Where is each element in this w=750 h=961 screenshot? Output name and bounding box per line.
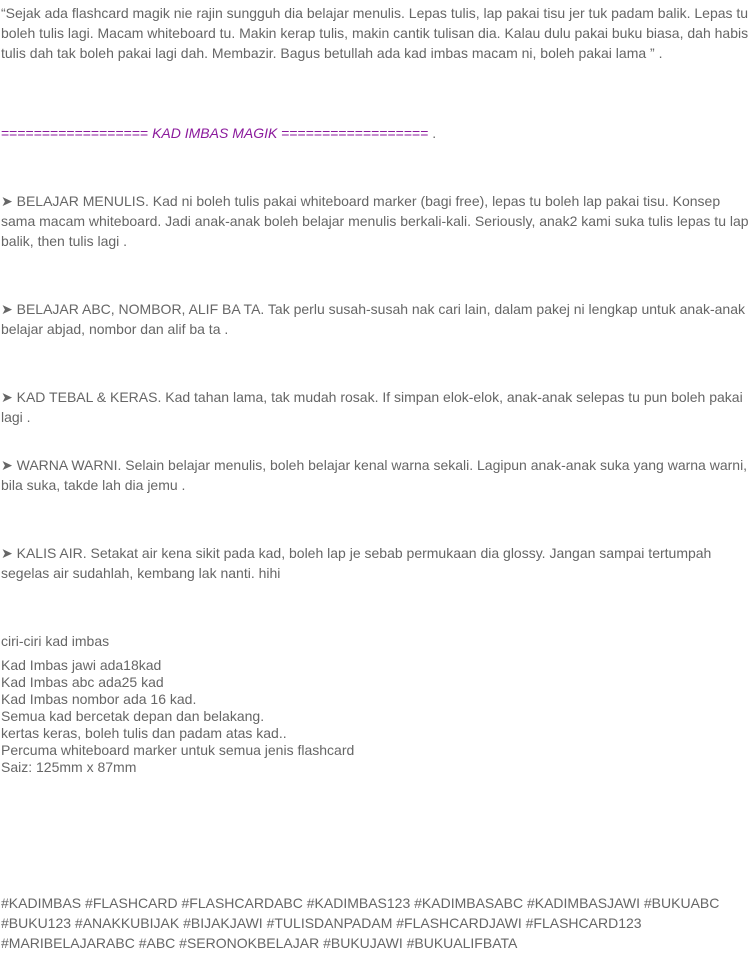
feature-text: WARNA WARNI. Selain belajar menulis, boleh belajar kenal warna sekali. Lagipun anak-anak suka yang warna warni, bila suka, takde lah dia jemu .: [1, 457, 748, 493]
intro-quote: “Sejak ada flashcard magik nie rajin sungguh dia belajar menulis. Lepas tulis, lap pakai tisu jer tuk padam balik. Lepas tu boleh tulis lagi. Macam whiteboard tu. Makin kerap tulis, makin cantik tulisan dia. Kalau dulu pakai buku biasa, dah habis tulis dah tak boleh pakai lagi dah. Membazir. Bagus betullah ada kad imbas macam ni, boleh pakai lama ” .: [1, 5, 749, 61]
heading-right-rule: ==================: [281, 125, 429, 141]
arrow-icon: ➤: [1, 389, 13, 405]
spec-line: Kad Imbas nombor ada 16 kad.: [1, 691, 197, 707]
feature-item: [1, 543, 749, 583]
feature-text: KAD TEBAL & KERAS. Kad tahan lama, tak mudah rosak. If simpan elok-elok, anak-anak selepas tu pun boleh pakai lagi .: [1, 389, 743, 425]
heading-left-rule: ==================: [1, 125, 149, 141]
feature-text: BELAJAR MENULIS. Kad ni boleh tulis pakai whiteboard marker (bagi free), lepas tu boleh lap pakai tisu. Konsep sama macam whiteboard. Jadi anak-anak boleh belajar menulis berkali-kali. Seriously, anak2 kami suka tulis lepas tu lap balik, then tulis lagi .: [1, 193, 749, 249]
section-heading: [1, 123, 749, 143]
arrow-icon: ➤: [1, 193, 13, 209]
heading-title: KAD IMBAS MAGIK: [152, 125, 278, 141]
hashtags: #KADIMBAS #FLASHCARD #FLASHCARDABC #KADIMBAS123 #KADIMBASABC #KADIMBASJAWI #BUKUABC #BUKU123 #ANAKKUBIJAK #BIJAKJAWI #TULISDANPADAM #FLASHCARDJAWI #FLASHCARD123 #MARIBELAJARABC #ABC #SERONOKBELAJAR #BUKUJAWI #BUKUALIFBATA: [1, 895, 720, 951]
feature-item: [1, 455, 749, 495]
feature-text: BELAJAR ABC, NOMBOR, ALIF BA TA. Tak perlu susah-susah nak cari lain, dalam pakej ni lengkap untuk anak-anak belajar abjad, nombor dan alif ba ta .: [1, 301, 745, 337]
spec-line: Semua kad bercetak depan dan belakang.: [1, 708, 265, 724]
feature-item: [1, 387, 749, 427]
feature-item: [1, 299, 749, 339]
spec-line: Saiz: 125mm x 87mm: [1, 759, 137, 775]
feature-item: [1, 191, 749, 251]
spec-line: Percuma whiteboard marker untuk semua jenis flashcard: [1, 742, 355, 758]
spec-line: Kad Imbas abc ada25 kad: [1, 674, 164, 690]
heading-tail: .: [428, 125, 437, 141]
spec-line: kertas keras, boleh tulis dan padam atas kad..: [1, 725, 287, 741]
arrow-icon: ➤: [1, 301, 13, 317]
feature-text: KALIS AIR. Setakat air kena sikit pada kad, boleh lap je sebab permukaan dia glossy. Jangan sampai tertumpah segelas air sudahlah, kembang lak nanti. hihi: [1, 545, 712, 581]
arrow-icon: ➤: [1, 545, 13, 561]
arrow-icon: ➤: [1, 457, 13, 473]
specs-list: [1, 657, 749, 776]
specs-title: ciri-ciri kad imbas: [1, 633, 110, 649]
spec-line: Kad Imbas jawi ada18kad: [1, 657, 162, 673]
